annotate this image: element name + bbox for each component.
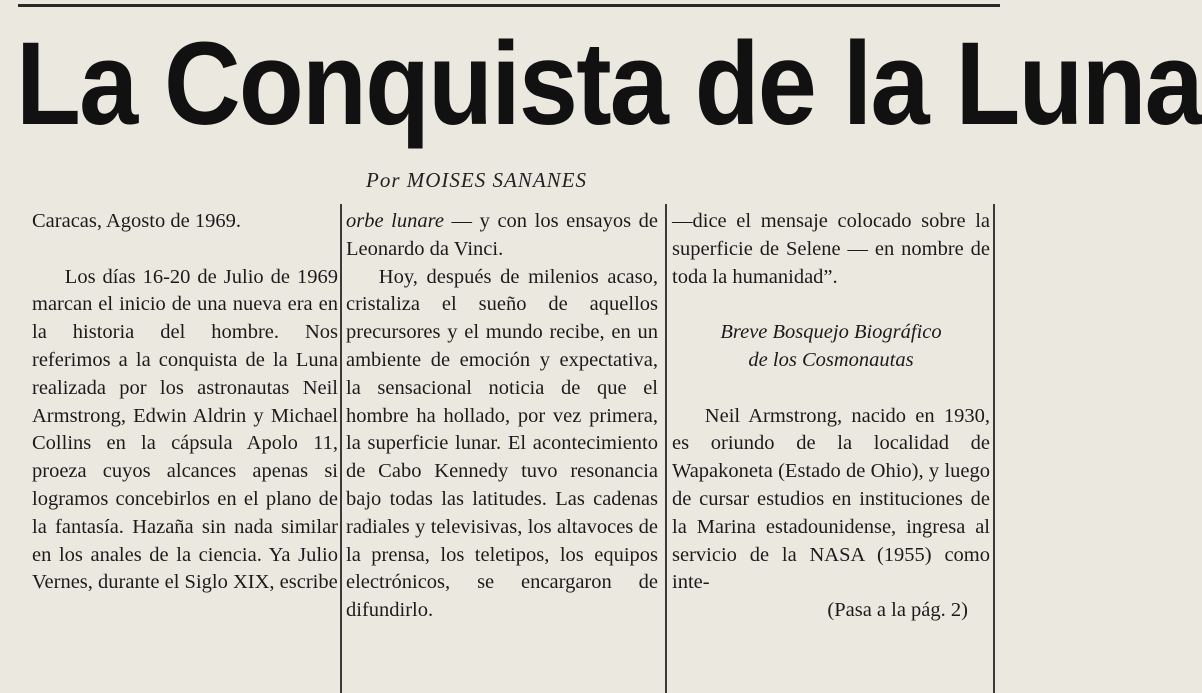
byline: Por MOISES SANANES xyxy=(366,168,587,192)
section-subhead-line-2: de los Cosmonautas xyxy=(748,348,914,371)
spacer xyxy=(672,375,990,403)
article-paragraph: Neil Armstrong, nacido en 1930, es oriundo de la localidad de Wapakoneta (Estado de Ohio), y luego de cursar estudios en instituciones de la Marina estadounidense, ingresa al servicio de la NASA (1955) como inte- xyxy=(672,404,990,594)
top-rule xyxy=(18,4,1000,7)
article-column-2 xyxy=(346,208,658,693)
article-paragraph: Los días 16-20 de Julio de 1969 marcan el inicio de una nueva era en la historia del hombre. Nos referimos a la conquista de la Luna realizada por los astronautas Neil Armstrong, Edwin Aldrin y Michael Collins en la cápsula Apolo 11, proeza cuyos alcances apenas si logramos concebirlos en el plano de la fantasía. Hazaña sin nada similar en los anales de la ciencia. Ya Julio Vernes, durante el Siglo XIX, escribe xyxy=(32,265,338,594)
latin-phrase: orbe lunare xyxy=(346,210,444,232)
continuation-note: (Pasa a la pág. 2) xyxy=(827,599,968,622)
article-paragraph: Hoy, después de milenios acaso, cristaliza el sueño de aquellos precursores y el mundo recibe, en un ambiente de emoción y expectativa, la sensacional noticia de que el hombre ha hollado, por vez primera, la superficie lunar. El acontecimiento de Cabo Kennedy tuvo resonancia bajo todas las latitudes. Las cadenas radiales y televisivas, los altavoces de la prensa, los teletipos, los equipos electrónicos, se encargaron de difundirlo. xyxy=(346,265,658,622)
continued-text-rest: — y con los ensayos de Leonardo da Vinci. xyxy=(346,210,658,260)
headline: La Conquista de la Luna xyxy=(16,18,1202,150)
article-column-1 xyxy=(32,208,338,693)
column-divider xyxy=(665,204,667,693)
column-divider xyxy=(340,204,342,693)
section-subhead-line-1: Breve Bosquejo Biográfico xyxy=(720,321,942,344)
quote-end: —dice el mensaje colocado sobre la superficie de Selene — en nombre de toda la humanidad”. xyxy=(672,210,990,288)
dateline: Caracas, Agosto de 1969. xyxy=(32,210,241,232)
column-divider xyxy=(993,204,995,693)
article-column-3 xyxy=(672,208,990,693)
spacer xyxy=(672,291,990,319)
continued-text xyxy=(346,208,658,264)
